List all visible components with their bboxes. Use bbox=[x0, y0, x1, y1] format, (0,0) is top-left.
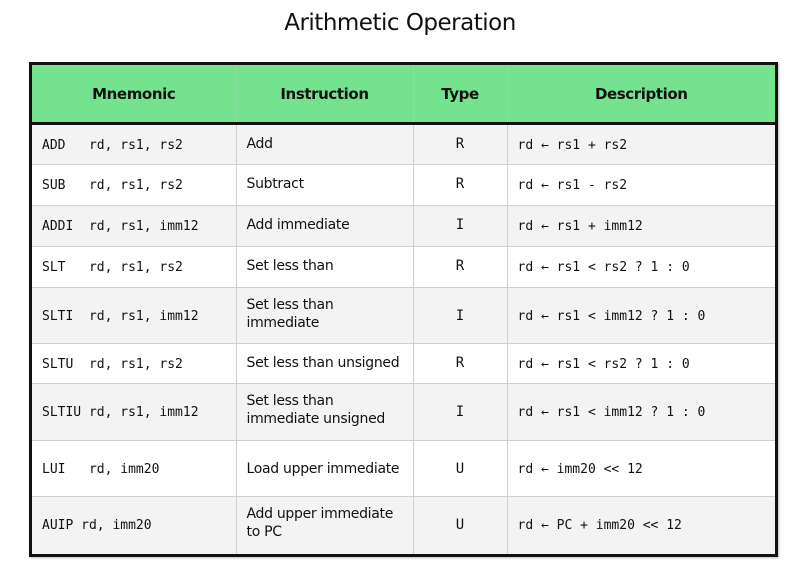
type-cell: R bbox=[455, 176, 465, 192]
description-cell: rd ← rs1 < imm12 ? 1 : 0 bbox=[517, 405, 706, 420]
mnemonic-cell: SUB rd, rs1, rs2 bbox=[42, 178, 183, 193]
mnemonic-cell: ADDI rd, rs1, imm12 bbox=[42, 219, 199, 234]
type-cell: U bbox=[455, 517, 465, 534]
table-row bbox=[32, 441, 775, 497]
description-cell: rd ← PC + imm20 << 12 bbox=[517, 518, 682, 534]
table-row bbox=[32, 165, 775, 206]
instruction-cell: Set less than immediate unsigned bbox=[246, 393, 385, 427]
header-row bbox=[32, 65, 775, 124]
mnemonic-cell: SLTI rd, rs1, imm12 bbox=[42, 308, 199, 324]
description-cell: rd ← rs1 < imm12 ? 1 : 0 bbox=[517, 308, 706, 324]
description-cell: rd ← rs1 < rs2 ? 1 : 0 bbox=[517, 260, 690, 275]
mnemonic-cell: ADD rd, rs1, rs2 bbox=[42, 137, 183, 153]
type-cell: R bbox=[455, 258, 465, 274]
mnemonic-cell: LUI rd, imm20 bbox=[42, 461, 160, 477]
table-row bbox=[32, 384, 775, 441]
table-row bbox=[32, 124, 775, 165]
header-type: Type bbox=[413, 65, 507, 124]
description-cell: rd ← rs1 + imm12 bbox=[517, 219, 643, 234]
type-cell: R bbox=[455, 136, 465, 152]
table-row bbox=[32, 288, 775, 344]
table-row bbox=[32, 497, 775, 554]
header-instruction: Instruction bbox=[236, 65, 413, 124]
table-row bbox=[32, 206, 775, 247]
table-row bbox=[32, 344, 775, 384]
instruction-table bbox=[32, 65, 775, 554]
type-cell: I bbox=[455, 217, 465, 233]
instruction-cell: Add upper immediate to PC bbox=[246, 506, 394, 540]
instruction-cell: Add bbox=[246, 136, 273, 152]
mnemonic-cell: SLTIU rd, rs1, imm12 bbox=[42, 405, 199, 420]
description-cell: rd ← rs1 - rs2 bbox=[517, 178, 628, 193]
description-cell: rd ← rs1 + rs2 bbox=[517, 137, 628, 153]
instruction-cell: Set less than bbox=[246, 258, 334, 274]
instruction-cell: Subtract bbox=[246, 176, 304, 192]
mnemonic-cell: SLT rd, rs1, rs2 bbox=[42, 260, 183, 275]
type-cell: R bbox=[455, 355, 465, 371]
instruction-cell: Add immediate bbox=[246, 217, 350, 233]
type-cell: I bbox=[455, 307, 465, 324]
instruction-cell: Load upper immediate bbox=[246, 460, 400, 477]
instruction-cell: Set less than unsigned bbox=[246, 355, 400, 371]
type-cell: U bbox=[455, 460, 465, 477]
description-cell: rd ← imm20 << 12 bbox=[517, 461, 643, 477]
type-cell: I bbox=[455, 404, 465, 420]
page-title: Arithmetic Operation bbox=[284, 10, 516, 36]
header-mnemonic: Mnemonic bbox=[32, 65, 236, 124]
table-row bbox=[32, 247, 775, 288]
arithmetic-table bbox=[29, 62, 778, 557]
header-description: Description bbox=[507, 65, 775, 124]
mnemonic-cell: AUIP rd, imm20 bbox=[42, 518, 152, 534]
description-cell: rd ← rs1 < rs2 ? 1 : 0 bbox=[517, 356, 690, 372]
instruction-cell: Set less than immediate bbox=[246, 297, 334, 331]
mnemonic-cell: SLTU rd, rs1, rs2 bbox=[42, 356, 183, 372]
